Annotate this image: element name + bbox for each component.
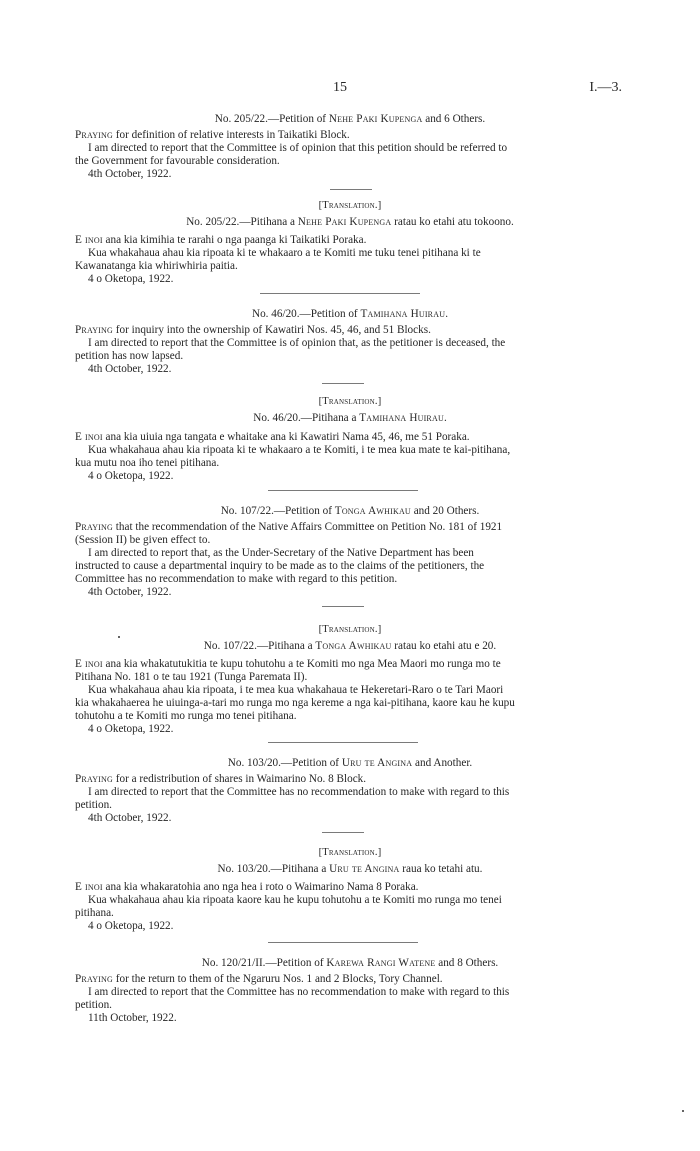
divider [322, 832, 364, 833]
translation-label: [Translation.] [318, 200, 382, 211]
report-date: 4 o Oketopa, 1922. [88, 273, 174, 285]
report-text: instructed to cause a departmental inquiry to be made as to the claims of the petitioners, the [75, 560, 485, 572]
printing-speck [682, 1110, 684, 1112]
divider [322, 383, 364, 384]
petition-title: No. 205/22.—Pitihana a Nehe Paki Kupenga ratau ko etahi atu tokoono. [186, 216, 514, 228]
report-text: I am directed to report that the Committee has no recommendation to make with regard to this [88, 786, 510, 798]
report-date: 4th October, 1922. [88, 586, 172, 598]
petition-title: No. 205/22.—Petition of Nehe Paki Kupenga and 6 Others. [214, 113, 486, 125]
petition-prayer: E inoi ana kia kimihia te rarahi o nga paanga ki Taikatiki Poraka. [75, 234, 367, 246]
document-reference: I.—3. [589, 80, 622, 95]
petition-prayer: E inoi ana kia whakaratohia ano nga hea i roto o Waimarino Nama 8 Poraka. [75, 881, 419, 893]
report-text: Committee has no recommendation to make with regard to this petition. [75, 573, 398, 585]
report-text: tohutohu a te Komiti mo runga mo tenei pitihana. [75, 710, 297, 722]
petition-prayer: Praying for inquiry into the ownership of Kawatiri Nos. 45, 46, and 51 Blocks. [75, 324, 431, 336]
report-text: Kua whakahaua ahau kia ripoata kaore kau he kupu tohutohu a te Komiti mo runga mo tenei [88, 894, 502, 906]
report-text: the Government for favourable consideration. [75, 155, 280, 167]
report-date: 4 o Oketopa, 1922. [88, 723, 174, 735]
report-text: kia whakahaerea he uiuinga-a-tari mo runga mo nga kereme a nga kai-pitihana, kaore kau he kupu [75, 697, 515, 709]
divider [268, 742, 418, 743]
petition-title: No. 107/22.—Petition of Tonga Awhikau and 20 Others. [220, 505, 480, 517]
report-text: petition. [75, 799, 112, 811]
report-date: 4th October, 1922. [88, 168, 172, 180]
report-text: Pitihana No. 181 o te tau 1921 (Tunga Paremata II). [75, 671, 308, 683]
printing-speck [118, 636, 120, 638]
translation-label: [Translation.] [318, 847, 382, 858]
petition-prayer: Praying for a redistribution of shares in Waimarino No. 8 Block. [75, 773, 367, 785]
report-text: kua mutu noa iho tenei pitihana. [75, 457, 220, 469]
petition-title: No. 46/20.—Pitihana a Tamihana Huirau. [253, 412, 447, 424]
report-text: petition has now lapsed. [75, 350, 184, 362]
petition-prayer: Praying for the return to them of the Ngaruru Nos. 1 and 2 Blocks, Tory Channel. [75, 973, 443, 985]
divider [322, 606, 364, 607]
report-text: Kua whakahaua ahau kia ripoata, i te mea kua whakahaua te Hekeretari-Raro o te Tari Maori [88, 684, 504, 696]
petition-title: No. 107/22.—Pitihana a Tonga Awhikau ratau ko etahi atu e 20. [203, 640, 497, 652]
divider [268, 490, 418, 491]
translation-label: [Translation.] [318, 396, 382, 407]
report-date: 11th October, 1922. [88, 1012, 177, 1024]
report-text: pitihana. [75, 907, 114, 919]
report-text: I am directed to report that the Committee is of opinion that, as the petitioner is deceased, the [88, 337, 506, 349]
report-text: Kua whakahaua ahau kia ripoata ki te whakaaro a te Komiti, i te mea kua mate te kai-pitihana, [88, 444, 511, 456]
petition-title: No. 103/20.—Pitihana a Uru te Angina raua ko tetahi atu. [217, 863, 483, 875]
report-text: Kawanatanga kia whiriwhiria paitia. [75, 260, 238, 272]
petition-prayer: Praying that the recommendation of the Native Affairs Committee on Petition No. 181 of 1921 [75, 521, 503, 533]
page-number: 15 [333, 80, 347, 95]
translation-label: [Translation.] [318, 624, 382, 635]
petition-title: No. 46/20.—Petition of Tamihana Huirau. [252, 308, 448, 320]
petition-title: No. 120/21/II.—Petition of Karewa Rangi Watene and 8 Others. [201, 957, 499, 969]
divider [268, 942, 418, 943]
petition-prayer: Praying for definition of relative interests in Taikatiki Block. [75, 129, 350, 141]
petition-prayer: E inoi ana kia whakatutukitia te kupu tohutohu a te Komiti mo nga Mea Maori mo runga mo te [75, 658, 501, 670]
divider [330, 189, 372, 190]
report-text: petition. [75, 999, 112, 1011]
report-text: I am directed to report that, as the Under-Secretary of the Native Department has been [88, 547, 474, 559]
petition-prayer: E inoi ana kia uiuia nga tangata e whaitake ana ki Kawatiri Nama 45, 46, me 51 Poraka. [75, 431, 470, 443]
report-text: I am directed to report that the Committee has no recommendation to make with regard to this [88, 986, 510, 998]
report-date: 4 o Oketopa, 1922. [88, 470, 174, 482]
report-text: I am directed to report that the Committee is of opinion that this petition should be referred to [88, 142, 508, 154]
report-date: 4 o Oketopa, 1922. [88, 920, 174, 932]
report-text: (Session II) be given effect to. [75, 534, 211, 546]
divider [260, 293, 420, 294]
petition-title: No. 103/20.—Petition of Uru te Angina and Another. [227, 757, 473, 769]
report-date: 4th October, 1922. [88, 812, 172, 824]
report-text: Kua whakahaua ahau kia ripoata ki te whakaaro a te Komiti me tuku tenei pitihana ki te [88, 247, 481, 259]
report-date: 4th October, 1922. [88, 363, 172, 375]
